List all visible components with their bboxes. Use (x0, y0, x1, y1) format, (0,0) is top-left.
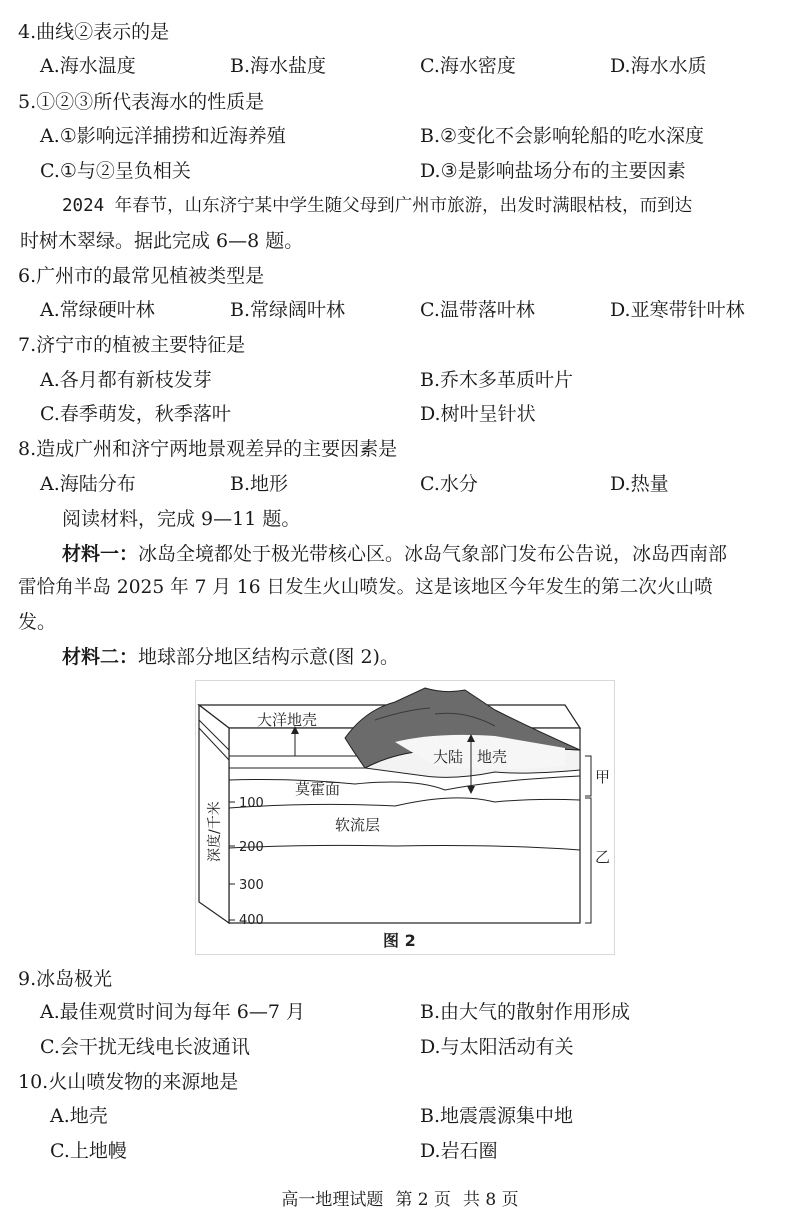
q6-option-d: D.亚寒带针叶林 (610, 299, 745, 321)
q6-option-c: C.温带落叶林 (420, 299, 535, 321)
q5-option-d: D.③是影响盐场分布的主要因素 (420, 160, 686, 182)
q4-option-d: D.海水水质 (610, 55, 707, 77)
question-6-stem: 6.广州市的最常见植被类型是 (18, 265, 265, 287)
q4-option-c: C.海水密度 (420, 55, 516, 77)
q9-option-c: C.会干扰无线电长波通讯 (40, 1036, 250, 1058)
material-1-text1: 冰岛全境都处于极光带核心区。冰岛气象部门发布公告说，冰岛西南部 (138, 543, 728, 565)
tick-100: 100 (239, 796, 264, 811)
q8-option-c: C.水分 (420, 473, 478, 495)
label-jia: 甲 (595, 768, 611, 786)
q8-option-b: B.地形 (230, 473, 289, 495)
intro-9-11: 阅读材料，完成 9—11 题。 (62, 508, 301, 530)
label-continent-crust-a: 大陆 (433, 748, 464, 766)
q7-option-d: D.树叶呈针状 (420, 403, 536, 425)
q10-option-a: A.地壳 (50, 1105, 108, 1127)
label-continent-crust-b: 地壳 (477, 748, 508, 766)
q8-option-d: D.热量 (610, 473, 669, 495)
label-depth-axis: 深度/千米 (207, 801, 223, 862)
tick-200: 200 (239, 840, 264, 855)
material-1-line2: 雷恰角半岛 2025 年 7 月 16 日发生火山喷发。这是该地区今年发生的第二次火山喷 (18, 577, 713, 598)
q5-option-a: A.①影响远洋捕捞和近海养殖 (40, 125, 286, 147)
question-10-stem: 10.火山喷发物的来源地是 (18, 1071, 239, 1093)
footer-total: 共 8 页 (463, 1190, 519, 1210)
tick-400: 400 (239, 913, 264, 928)
q4-option-b: B.海水盐度 (230, 55, 327, 77)
material-1-label: 材料一： (62, 543, 139, 565)
q7-option-c: C.春季萌发，秋季落叶 (40, 403, 231, 425)
tick-300: 300 (239, 878, 264, 893)
material-2-text: 地球部分地区结构示意(图 2)。 (138, 646, 399, 668)
question-8-stem: 8.造成广州和济宁两地景观差异的主要因素是 (18, 438, 398, 460)
material-1-line1 (62, 540, 727, 568)
q9-option-d: D.与太阳活动有关 (420, 1036, 574, 1058)
q10-option-c: C.上地幔 (50, 1140, 127, 1162)
label-asthenosphere: 软流层 (335, 816, 381, 834)
question-9-stem: 9.冰岛极光 (18, 968, 113, 990)
question-4-stem: 4.曲线②表示的是 (18, 21, 170, 43)
label-ocean-crust: 大洋地壳 (257, 711, 318, 729)
question-5-stem: 5.①②③所代表海水的性质是 (18, 91, 265, 113)
q6-option-a: A.常绿硬叶林 (40, 299, 155, 321)
intro-6-8-line1: 2024 年春节，山东济宁某中学生随父母到广州市旅游，出发时满眼枯枝，而到达 (62, 196, 693, 216)
label-moho: 莫霍面 (295, 780, 341, 798)
q4-option-a: A.海水温度 (40, 55, 136, 77)
q5-option-c: C.①与②呈负相关 (40, 160, 191, 182)
q6-option-b: B.常绿阔叶林 (230, 299, 346, 321)
footer-subject: 高一地理试题 (281, 1190, 384, 1210)
figure-caption: 图 2 (383, 931, 416, 950)
q7-option-a: A.各月都有新枝发芽 (40, 369, 212, 391)
label-yi: 乙 (595, 848, 611, 866)
q7-option-b: B.乔木多革质叶片 (420, 369, 574, 391)
intro-6-8-line2: 时树木翠绿。据此完成 6—8 题。 (20, 230, 304, 252)
page-footer (0, 1188, 800, 1212)
material-2-label: 材料二： (62, 646, 139, 668)
q10-option-b: B.地震震源集中地 (420, 1105, 574, 1127)
q9-option-b: B.由大气的散射作用形成 (420, 1001, 631, 1023)
q5-option-b: B.②变化不会影响轮船的吃水深度 (420, 125, 705, 147)
material-1-line3: 发。 (18, 611, 57, 633)
question-7-stem: 7.济宁市的植被主要特征是 (18, 334, 246, 356)
q8-option-a: A.海陆分布 (40, 473, 136, 495)
earth-structure-figure (195, 680, 615, 955)
q9-option-a: A.最佳观赏时间为每年 6—7 月 (40, 1001, 306, 1023)
q10-option-d: D.岩石圈 (420, 1140, 498, 1162)
footer-page: 第 2 页 (395, 1190, 451, 1210)
material-2-line (62, 643, 399, 671)
